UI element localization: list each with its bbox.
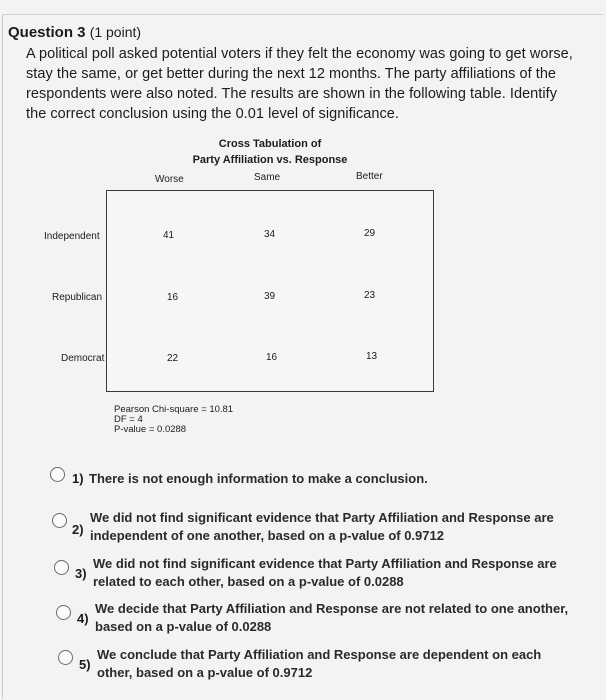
table-cell: 13	[366, 351, 378, 362]
option-4-text[interactable]	[95, 600, 568, 636]
stat-df: DF = 4	[114, 414, 143, 425]
row-header-republican: Republican	[52, 292, 103, 303]
table-cell: 23	[364, 290, 376, 301]
table-title-line2: Party Affiliation vs. Response	[192, 154, 348, 166]
option-3-line1: We did not find significant evidence that Party Affiliation and Response are	[93, 556, 557, 571]
option-2-number: 2)	[72, 522, 84, 537]
question-title	[8, 24, 141, 41]
option-3-text[interactable]	[93, 555, 557, 591]
option-5-line2: other, based on a p-value of 0.9712	[97, 665, 313, 680]
column-header-better: Better	[356, 171, 383, 182]
option-3-number: 3)	[75, 566, 87, 581]
chi-square-stats	[114, 405, 233, 435]
option-1-text[interactable]: There is not enough information to make a conclusion.	[89, 471, 428, 486]
radio-option-3[interactable]	[54, 560, 69, 575]
option-1-number: 1)	[72, 471, 84, 486]
question-text: A political poll asked potential voters if they felt the economy was going to get worse, stay the same, or get better during the next 12 months. The party affiliations of the respondents were also noted. The results are shown in the following table. Identify the correct conclusion using the 0.01 level of significance.	[26, 46, 573, 122]
question-title-text: Question 3	[8, 24, 86, 41]
option-2-line2: independent of one another, based on a p-value of 0.9712	[90, 528, 444, 543]
stat-p-value: P-value = 0.0288	[114, 424, 187, 435]
table-cell: 34	[264, 229, 276, 240]
column-header-worse: Worse	[155, 174, 184, 185]
option-4-number: 4)	[77, 611, 89, 626]
option-2-line1: We did not find significant evidence that Party Affiliation and Response are	[90, 510, 554, 525]
option-4-line1: We decide that Party Affiliation and Response are not related to one another,	[95, 601, 569, 616]
table-cell: 16	[167, 292, 179, 303]
option-2-text[interactable]	[90, 509, 554, 545]
table-cell: 39	[264, 291, 276, 302]
option-3-line2: related to each other, based on a p-value of 0.0288	[93, 574, 404, 589]
row-header-democrat: Democrat	[61, 353, 105, 364]
option-5-text[interactable]	[97, 646, 541, 682]
table-cell: 22	[167, 353, 179, 364]
table-title	[180, 136, 360, 168]
row-header-independent: Independent	[44, 231, 100, 242]
table-title-line1: Cross Tabulation of	[218, 138, 322, 150]
option-5-line1: We conclude that Party Affiliation and Response are dependent on each	[97, 647, 542, 662]
radio-option-2[interactable]	[52, 513, 67, 528]
table-cell: 16	[266, 352, 278, 363]
radio-option-5[interactable]	[58, 650, 73, 665]
column-header-same: Same	[254, 172, 281, 183]
option-5-number: 5)	[79, 657, 91, 672]
radio-option-4[interactable]	[56, 605, 71, 620]
stat-chi-square: Pearson Chi-square = 10.81	[114, 404, 234, 415]
radio-option-1[interactable]	[50, 467, 65, 482]
table-cell: 29	[364, 228, 376, 239]
table-cell: 41	[163, 230, 175, 241]
option-4-line2: based on a p-value of 0.0288	[95, 619, 272, 634]
question-points: (1 point)	[89, 24, 142, 40]
